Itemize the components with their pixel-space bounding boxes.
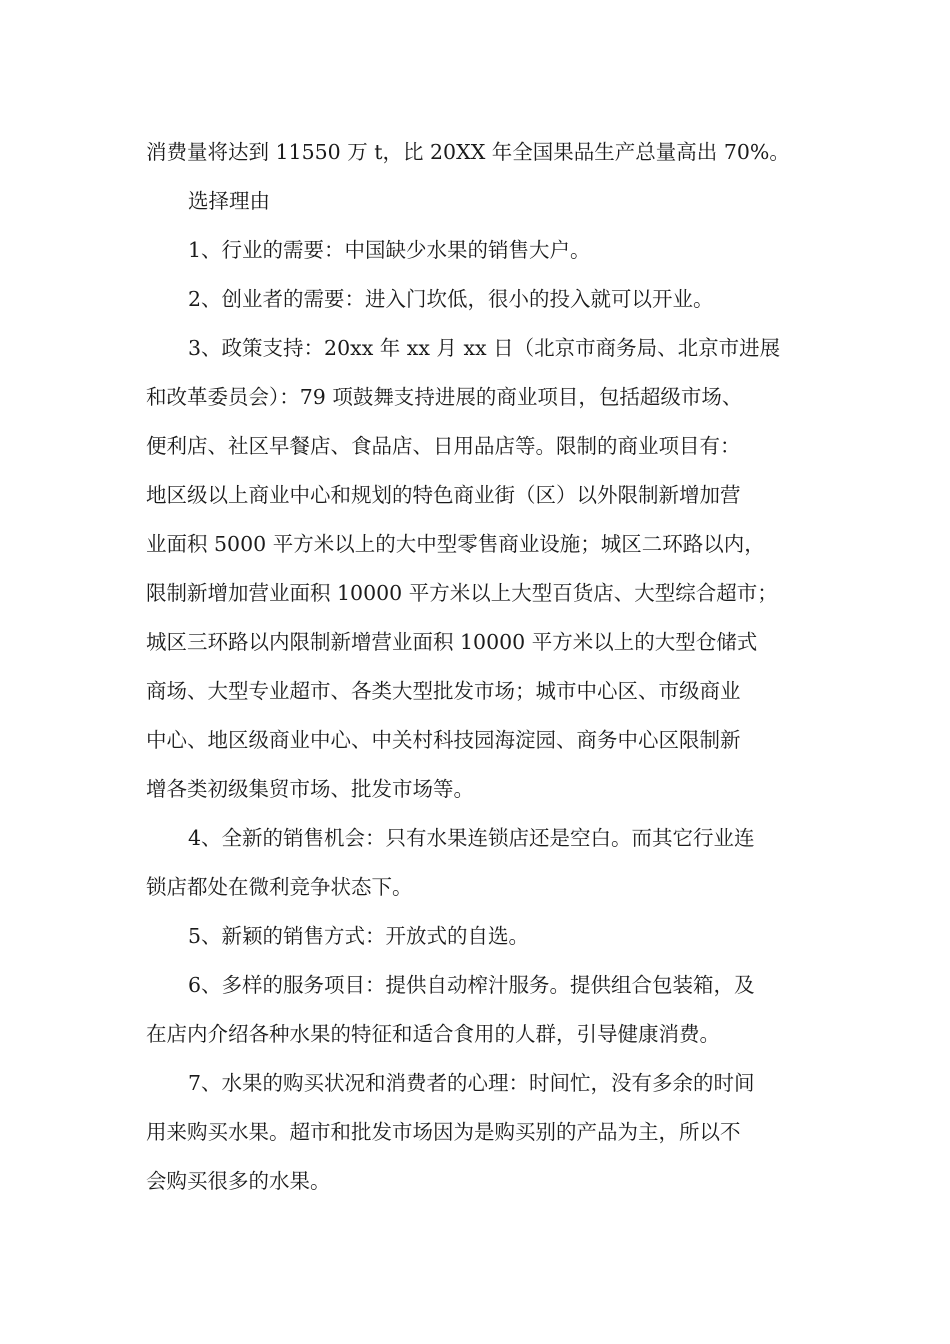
text-line: 和改革委员会）：79 项鼓舞支持进展的商业项目，包括超级市场、 (146, 385, 743, 409)
text-line: 1、行业的需要：中国缺少水果的销售大户。 (188, 238, 591, 262)
text-line: 2、创业者的需要：进入门坎低，很小的投入就可以开业。 (188, 287, 714, 311)
text-line: 消费量将达到 11550 万 t，比 20XX 年全国果品生产总量高出 70%。 (146, 140, 790, 164)
text-line: 商场、大型专业超市、各类大型批发市场；城市中心区、市级商业 (146, 679, 741, 703)
text-line: 3、政策支持：20xx 年 xx 月 xx 日（北京市商务局、北京市进展 (188, 336, 781, 360)
text-line: 在店内介绍各种水果的特征和适合食用的人群，引导健康消费。 (146, 1022, 720, 1046)
text-line: 中心、地区级商业中心、中关村科技园海淀园、商务中心区限制新 (146, 728, 741, 752)
text-line: 便利店、社区早餐店、食品店、日用品店等。限制的商业项目有： (146, 434, 741, 458)
text-line: 会购买很多的水果。 (146, 1169, 331, 1193)
document-body (146, 128, 816, 1206)
section-heading: 选择理由 (188, 189, 270, 213)
text-line: 4、全新的销售机会：只有水果连锁店还是空白。而其它行业连 (188, 826, 755, 850)
text-line: 地区级以上商业中心和规划的特色商业街（区）以外限制新增加营 (146, 483, 741, 507)
text-line: 7、水果的购买状况和消费者的心理：时间忙，没有多余的时间 (188, 1071, 755, 1095)
text-line: 6、多样的服务项目：提供自动榨汁服务。提供组合包装箱，及 (188, 973, 755, 997)
text-line: 限制新增加营业面积 10000 平方米以上大型百货店、大型综合超市； (146, 581, 778, 605)
text-line: 城区三环路以内限制新增营业面积 10000 平方米以上的大型仓储式 (146, 630, 758, 654)
text-line: 业面积 5000 平方米以上的大中型零售商业设施；城区二环路以内， (146, 532, 765, 556)
text-line: 锁店都处在微利竞争状态下。 (146, 875, 413, 899)
text-line: 增各类初级集贸市场、批发市场等。 (146, 777, 474, 801)
text-line: 用来购买水果。超市和批发市场因为是购买别的产品为主，所以不 (146, 1120, 741, 1144)
text-line: 5、新颖的销售方式：开放式的自选。 (188, 924, 530, 948)
